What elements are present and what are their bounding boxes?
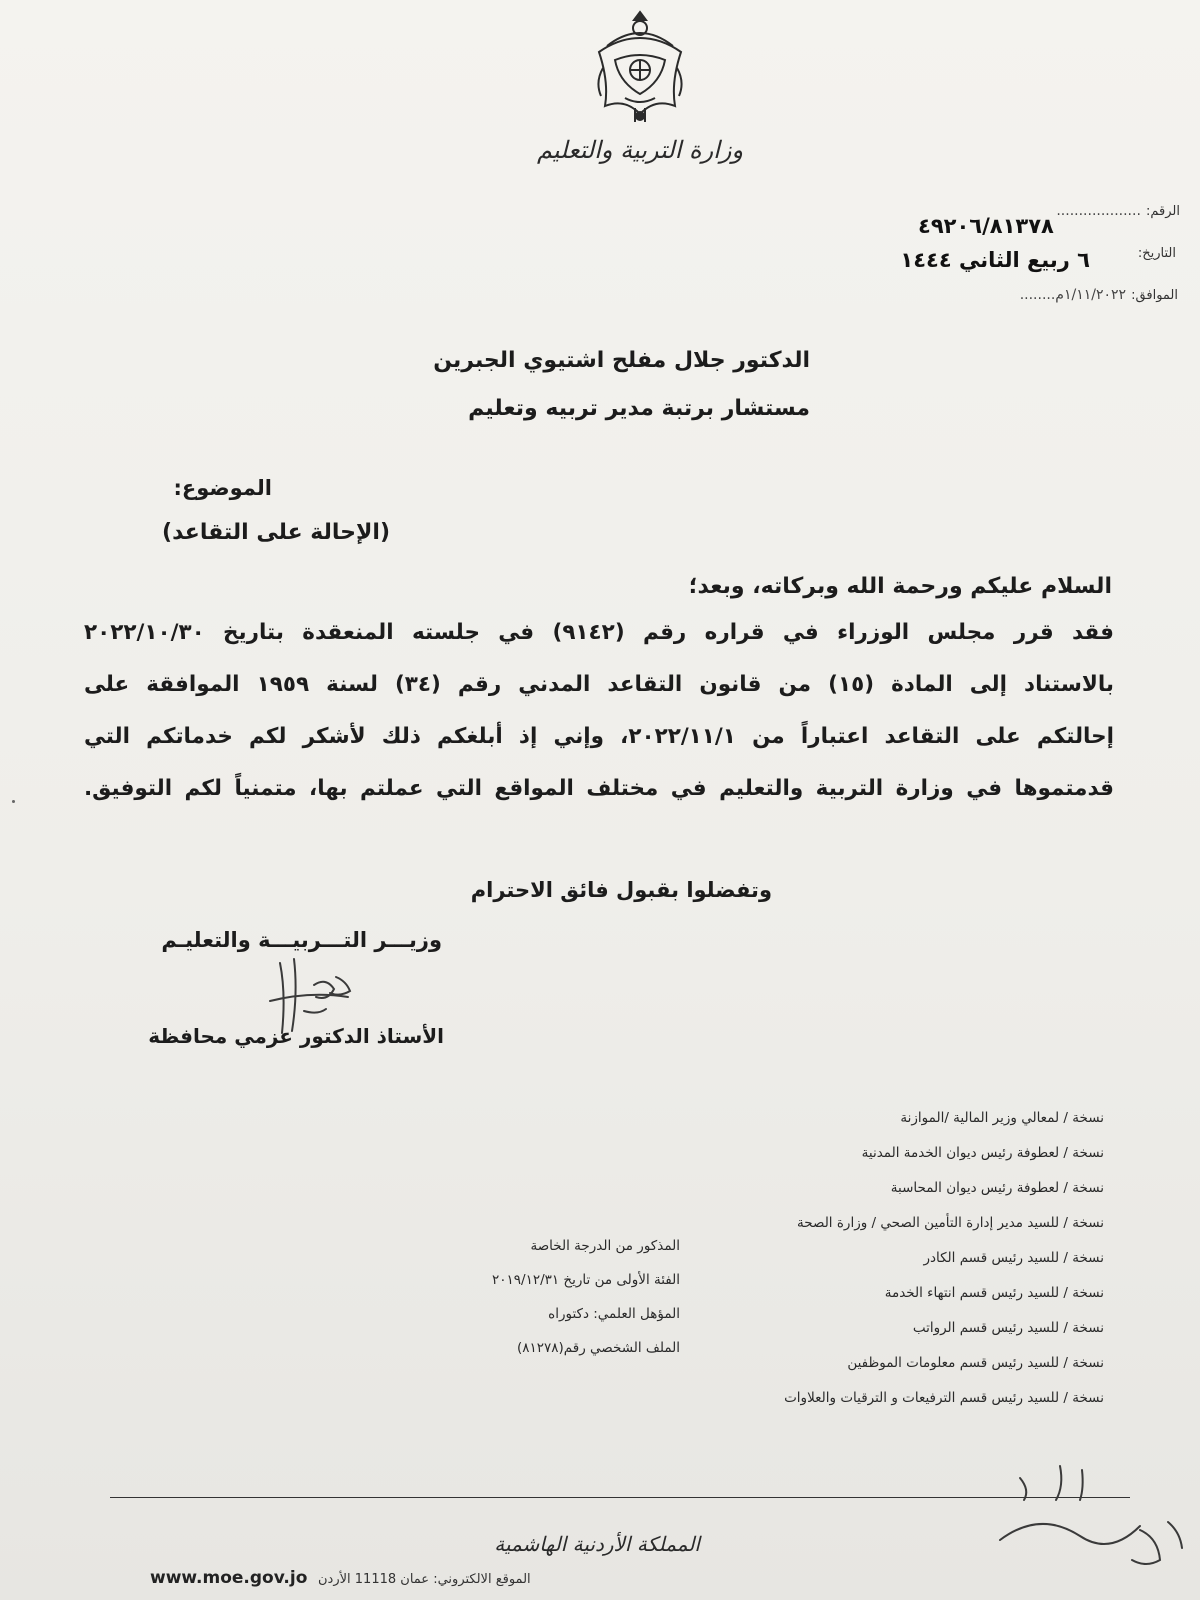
body-line: بالاستناد إلى المادة (١٥) من قانون التقاعد المدني رقم (٣٤) لسنة ١٩٥٩ الموافقة على [84, 672, 1115, 697]
reference-number-label: الرقم: [1146, 204, 1180, 219]
body-line: قدمتموها في وزارة التربية والتعليم في مختلف المواقع التي عملتم بها، متمنياً لكم التوفيق. [84, 776, 1114, 801]
handwritten-mark-icon [990, 1462, 1190, 1582]
cc-list-item: نسخة / لعطوفة رئيس ديوان الخدمة المدنية [861, 1145, 1104, 1161]
footer-website-label: الموقع الالكتروني: [433, 1572, 531, 1587]
footer-divider [110, 1497, 1130, 1498]
footer-contact [318, 1572, 531, 1587]
cc-list-item: نسخة / للسيد مدير إدارة التأمين الصحي / وزارة الصحة [797, 1215, 1104, 1231]
cc-list-item: نسخة / للسيد رئيس قسم انتهاء الخدمة [884, 1285, 1104, 1301]
employee-note: الملف الشخصي رقم(٨١٢٧٨) [516, 1340, 680, 1356]
jordan-royal-crest-icon [585, 8, 695, 126]
reference-number-row [1056, 200, 1180, 219]
subject-title: (الإحالة على التقاعد) [162, 520, 390, 545]
signatory-title: وزيـــر التـــربيـــة والتعليـم [161, 928, 442, 952]
reference-corresponding-value: ١/١١/٢٠٢٢م........ [1019, 287, 1127, 303]
ministry-name: وزارة التربية والتعليم [536, 136, 744, 164]
cc-list-item: نسخة / للسيد رئيس قسم الكادر [923, 1250, 1104, 1266]
reference-number-dots: ................... [1056, 203, 1141, 219]
body-line: فقد قرر مجلس الوزراء في قراره رقم (٩١٤٢) في جلسته المنعقدة بتاريخ ٢٠٢٢/١٠/٣٠ [84, 620, 1114, 645]
reference-corresponding-label: الموافق: [1131, 288, 1178, 303]
footer-website-link[interactable]: www.moe.gov.jo [150, 1568, 308, 1588]
greeting: السلام عليكم ورحمة الله وبركاته، وبعد؛ [688, 574, 1112, 599]
subject-label: الموضوع: [173, 476, 272, 500]
cc-list-item: نسخة / للسيد رئيس قسم الرواتب [912, 1320, 1104, 1336]
signatory-name: الأستاذ الدكتور عزمي محافظة [148, 1024, 444, 1048]
addressee-name: الدكتور جلال مفلح اشتيوي الجبرين [433, 348, 810, 373]
reference-date-row [1138, 242, 1176, 261]
employee-note: المذكور من الدرجة الخاصة [530, 1238, 680, 1254]
employee-note: المؤهل العلمي: دكتوراه [548, 1306, 680, 1322]
cc-list-item: نسخة / للسيد رئيس قسم الترفيعات و الترقيات والعلاوات [784, 1390, 1104, 1406]
reference-number-value: ٤٩٢٠٦/٨١٣٧٨ [918, 214, 1054, 238]
cc-list-item: نسخة / لمعالي وزير المالية /الموازنة [900, 1110, 1104, 1126]
cc-list-item: نسخة / للسيد رئيس قسم معلومات الموظفين [847, 1355, 1104, 1371]
reference-date-value: ٦ ربيع الثاني ١٤٤٤ [900, 248, 1090, 272]
cc-list-item: نسخة / لعطوفة رئيس ديوان المحاسبة [890, 1180, 1104, 1196]
employee-note: الفئة الأولى من تاريخ ٢٠١٩/١٢/٣١ [492, 1272, 680, 1288]
reference-date-label: التاريخ: [1137, 246, 1176, 261]
body-line: إحالتكم على التقاعد اعتباراً من ٢٠٢٢/١١/١، وإني إذ أبلغكم ذلك لأشكر لكم خدماتكم التي [84, 724, 1114, 749]
reference-corresponding-row [1020, 284, 1178, 303]
closing-text: وتفضلوا بقبول فائق الاحترام [470, 878, 772, 902]
footer-kingdom: المملكة الأردنية الهاشمية [494, 1532, 700, 1556]
footer-postal: عمان 11118 الأردن [318, 1572, 430, 1587]
margin-dot [12, 800, 15, 803]
addressee-title: مستشار برتبة مدير تربيه وتعليم [468, 396, 810, 421]
